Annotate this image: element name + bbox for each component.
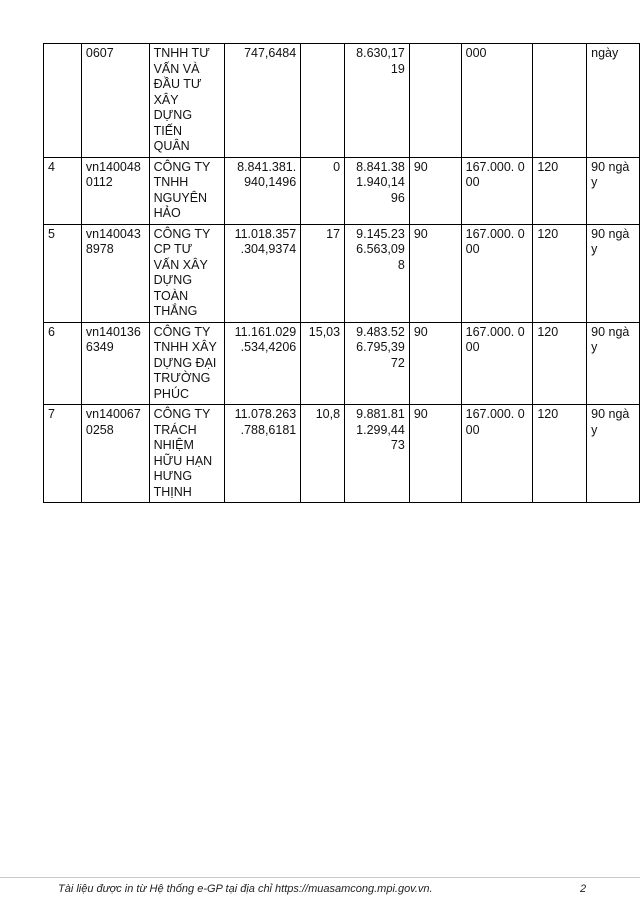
cell-company-name: CÔNG TY CP TƯ VẤN XÂY DỰNG TOÀN THẮNG	[149, 224, 224, 322]
cell-col10: ngày	[587, 44, 640, 158]
cell-col9: 120	[533, 224, 587, 322]
cell-discount: 15,03	[301, 322, 345, 405]
cell-company-name: CÔNG TY TNHH NGUYÊN HẢO	[149, 157, 224, 224]
cell-final-price: 8.630,17 19	[345, 44, 410, 158]
cell-col9: 120	[533, 157, 587, 224]
cell-bid-price: 8.841.381. 940,1496	[224, 157, 301, 224]
cell-bid-price: 11.018.357 .304,9374	[224, 224, 301, 322]
cell-code: vn140043 8978	[81, 224, 149, 322]
cell-discount: 10,8	[301, 405, 345, 503]
cell-no: 6	[44, 322, 82, 405]
cell-col10: 90 ngày	[587, 322, 640, 405]
cell-bid-price: 11.161.029 .534,4206	[224, 322, 301, 405]
cell-col10: 90 ngày	[587, 157, 640, 224]
cell-company-name: CÔNG TY TRÁCH NHIỆM HỮU HẠN HƯNG THỊNH	[149, 405, 224, 503]
cell-company-name: CÔNG TY TNHH XÂY DỰNG ĐẠI TRƯỜNG PHÚC	[149, 322, 224, 405]
cell-code: vn140136 6349	[81, 322, 149, 405]
cell-col10: 90 ngày	[587, 224, 640, 322]
cell-col9	[533, 44, 587, 158]
table-row	[44, 157, 640, 224]
table-row	[44, 405, 640, 503]
cell-no: 5	[44, 224, 82, 322]
page-number: 2	[580, 883, 587, 895]
table-row	[44, 322, 640, 405]
cell-col7: 90	[409, 322, 461, 405]
table-row	[44, 44, 640, 158]
bidder-table	[43, 43, 640, 503]
cell-col7: 90	[409, 405, 461, 503]
cell-final-price: 9.881.81 1.299,44 73	[345, 405, 410, 503]
footer-source-note: Tài liệu được in từ Hệ thống e-GP tại địa chỉ https://muasamcong.mpi.gov.vn.	[58, 883, 433, 895]
cell-discount: 0	[301, 157, 345, 224]
cell-code: 0607	[81, 44, 149, 158]
cell-bid-price: 747,6484	[224, 44, 301, 158]
cell-col8: 167.000. 000	[461, 405, 533, 503]
cell-col8: 000	[461, 44, 533, 158]
cell-discount: 17	[301, 224, 345, 322]
cell-col7: 90	[409, 224, 461, 322]
cell-final-price: 9.145.23 6.563,09 8	[345, 224, 410, 322]
cell-final-price: 8.841.38 1.940,14 96	[345, 157, 410, 224]
cell-no	[44, 44, 82, 158]
cell-col8: 167.000. 000	[461, 224, 533, 322]
cell-bid-price: 11.078.263 .788,6181	[224, 405, 301, 503]
cell-col7: 90	[409, 157, 461, 224]
cell-col9: 120	[533, 322, 587, 405]
cell-discount	[301, 44, 345, 158]
cell-final-price: 9.483.52 6.795,39 72	[345, 322, 410, 405]
cell-col10: 90 ngày	[587, 405, 640, 503]
cell-code: vn140048 0112	[81, 157, 149, 224]
cell-no: 4	[44, 157, 82, 224]
cell-col9: 120	[533, 405, 587, 503]
cell-company-name: TNHH TƯ VẤN VÀ ĐẦU TƯ XÂY DỰNG TIẾN QUÂN	[149, 44, 224, 158]
footer-divider	[0, 877, 640, 878]
cell-col8: 167.000. 000	[461, 157, 533, 224]
cell-no: 7	[44, 405, 82, 503]
cell-col7	[409, 44, 461, 158]
cell-col8: 167.000. 000	[461, 322, 533, 405]
cell-code: vn140067 0258	[81, 405, 149, 503]
table-row	[44, 224, 640, 322]
